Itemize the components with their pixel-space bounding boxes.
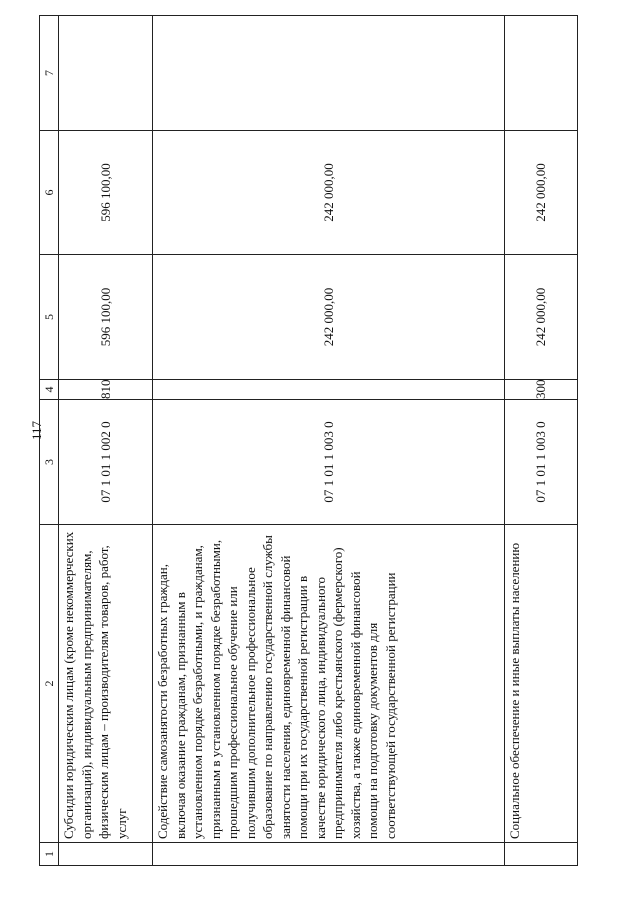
amount-col6-cell: 596 100,00 xyxy=(59,131,153,255)
header-cell: 6 xyxy=(40,131,59,255)
kvr-cell: 810 xyxy=(59,380,153,400)
header-cell: 2 xyxy=(40,525,59,843)
amount-col5-cell: 242 000,00 xyxy=(505,255,578,380)
row-number-cell xyxy=(505,843,578,866)
code-cell: 07 1 01 1 003 0 xyxy=(153,400,505,525)
amount-col6-cell: 242 000,00 xyxy=(153,131,505,255)
description-cell: Социальное обеспечение и иные выплаты населению xyxy=(505,525,578,843)
header-cell: 3 xyxy=(40,400,59,525)
code-cell: 07 1 01 1 002 0 xyxy=(59,400,153,525)
table-row xyxy=(505,16,578,866)
col7-cell xyxy=(505,16,578,131)
row-number-cell xyxy=(59,843,153,866)
kvr-cell: 300 xyxy=(505,380,578,400)
col7-cell xyxy=(59,16,153,131)
header-cell: 5 xyxy=(40,255,59,380)
rotated-table-wrapper xyxy=(39,16,577,866)
table-row xyxy=(59,16,153,866)
kvr-cell xyxy=(153,380,505,400)
description-cell: Содействие самозанятости безработных граждан, включая оказание гражданам, признанным в установленном порядке безработными, и гражданам, признанным в установленном порядке безработными, прошедшим профессиональное обучение или получившим дополнительное профессиональное образование по направлению государственной службы занятости населения, единовременной финансовой помощи при их государственной регистрации в качестве юридического лица, индивидуального предпринимателя либо крестьянского (фермерского) хозяйства, а также единовременной финансовой помощи на подготовку документов для соответствующей государственной регистрации xyxy=(153,525,505,843)
amount-col5-cell: 242 000,00 xyxy=(153,255,505,380)
code-cell: 07 1 01 1 003 0 xyxy=(505,400,578,525)
col7-cell xyxy=(153,16,505,131)
row-number-cell xyxy=(153,843,505,866)
table-header-row xyxy=(40,16,59,866)
header-cell: 4 xyxy=(40,380,59,400)
header-cell: 7 xyxy=(40,16,59,131)
table-row xyxy=(153,16,505,866)
budget-table xyxy=(39,15,578,866)
amount-col6-cell: 242 000,00 xyxy=(505,131,578,255)
header-cell: 1 xyxy=(40,843,59,866)
description-cell: Субсидии юридическим лицам (кроме некоммерческих организаций), индивидуальным предпринимателям, физическим лицам – производителям товаров, работ, услуг xyxy=(59,525,153,843)
page-number: 117 xyxy=(29,420,44,440)
amount-col5-cell: 596 100,00 xyxy=(59,255,153,380)
